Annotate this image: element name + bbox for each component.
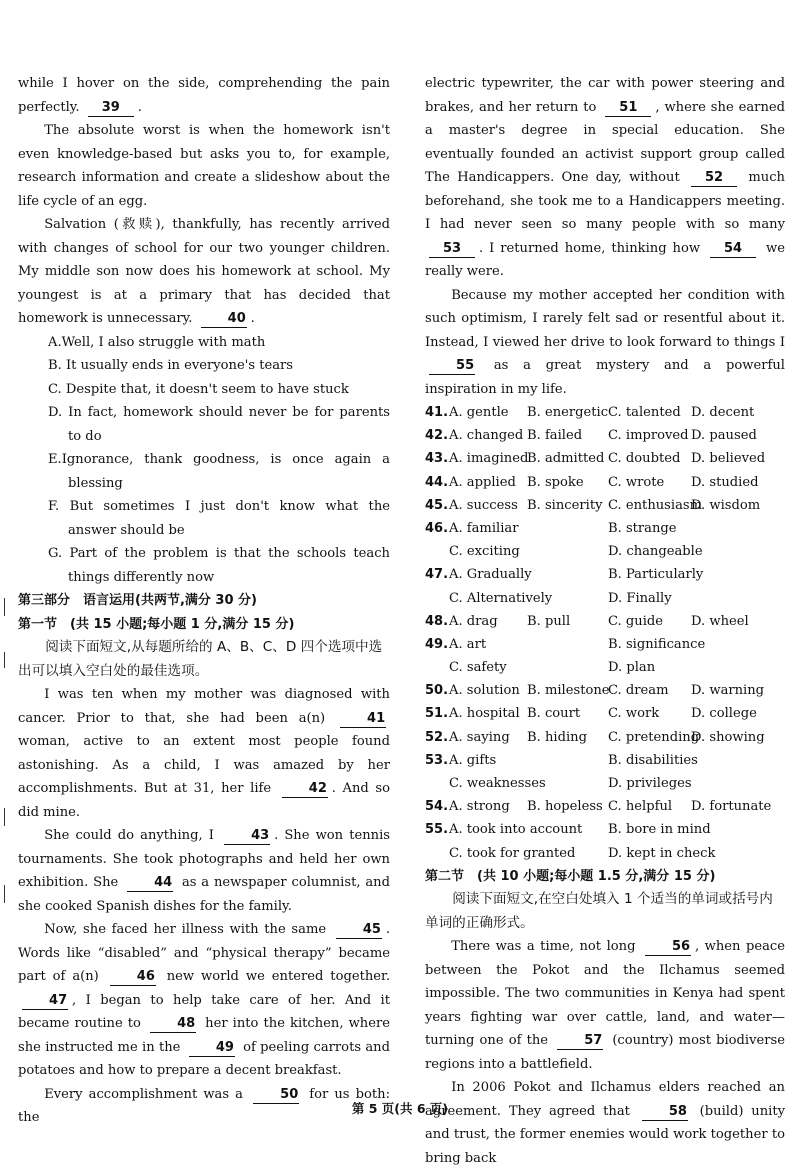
option-b: B. disabilities	[608, 752, 698, 768]
question-number: 52.	[425, 729, 449, 745]
option-c: C. dream	[608, 683, 669, 699]
option-b: B. failed	[527, 428, 583, 444]
question-row	[425, 656, 785, 679]
option-b: B. sincerity	[527, 497, 603, 513]
question-number: 41.	[425, 405, 449, 420]
option-text: It usually ends in everyone's tears	[65, 358, 294, 373]
passage-paragraph	[425, 284, 785, 402]
passage-paragraph	[18, 683, 390, 824]
answer-blank-54: 54	[710, 241, 756, 258]
option-letter: D.	[48, 405, 63, 420]
answer-blank-53: 53	[429, 241, 475, 258]
option-d: D. studied	[691, 474, 759, 490]
answer-blank-48: 48	[150, 1016, 196, 1033]
answer-blank-55: 55	[429, 358, 475, 375]
option-c: C. safety	[449, 660, 507, 676]
seven-choose-five-options	[18, 331, 390, 590]
option-a: A. hospital	[449, 706, 520, 722]
passage-paragraph	[425, 72, 785, 284]
option-item	[48, 448, 390, 495]
option-c: C. improved	[608, 428, 689, 444]
option-c: C. weaknesses	[449, 776, 546, 791]
question-number: 54.	[425, 799, 449, 815]
left-column	[18, 72, 390, 1130]
question-number: 46.	[425, 520, 449, 536]
answer-blank-57: 57	[557, 1033, 603, 1050]
passage-text: her into the kitchen, where she instructed me in the	[18, 1016, 390, 1055]
question-number: 47.	[425, 567, 449, 583]
answer-blank-46: 46	[110, 969, 156, 986]
section-instruction: 阅读下面短文,从每题所给的 A、B、C、D 四个选项中选出可以填入空白处的最佳选项。	[18, 639, 383, 679]
option-item	[48, 495, 390, 542]
passage-text: Salvation (救赎), thankfully, has recently arrived with changes of school for our two younger children. My middle son now does his homework at school. My youngest is at a primary that has decided that homework is unnecessary.	[18, 217, 390, 326]
option-a: A. gifts	[449, 752, 497, 768]
margin-tick	[4, 598, 5, 616]
option-c: C. Alternatively	[449, 590, 553, 606]
question-number: 55.	[425, 822, 449, 838]
option-a: A. imagined	[449, 451, 529, 467]
question-row	[425, 517, 785, 540]
option-a: A. applied	[449, 474, 516, 490]
option-d: D. wisdom	[691, 497, 761, 513]
passage-text: , when peace between the Pokot and the Ilchamus seemed impossible. The two communities in Kenya had spent years fighting war over cattle, land, and water—turning one of the	[425, 939, 785, 1049]
question-row	[425, 401, 785, 424]
question-number: 45.	[425, 497, 449, 513]
passage-text: new world we entered together.	[166, 969, 391, 984]
passage-text: I was ten when my mother was diagnosed with cancer. Prior to that, she had been a(n)	[18, 687, 390, 726]
option-letter: E.	[48, 452, 62, 467]
passage-text: In 2006 Pokot and Ilchamus elders reached an agreement. They agreed that	[425, 1080, 785, 1119]
section-title: 第二节 (共 10 小题;每小题 1.5 分,满分 15 分)	[425, 868, 716, 884]
answer-blank-47: 47	[22, 993, 68, 1010]
question-row	[425, 494, 785, 517]
option-b: B. bore in mind	[608, 822, 711, 838]
passage-paragraph	[18, 213, 390, 331]
answer-blank-45: 45	[336, 922, 382, 939]
option-a: A. took into account	[449, 822, 583, 838]
passage-paragraph	[18, 824, 390, 918]
answer-blank-49: 49	[189, 1040, 235, 1057]
question-number: 42.	[425, 428, 449, 444]
question-row	[425, 633, 785, 656]
answer-blank-40: 40	[201, 311, 247, 328]
passage-text: (build) unity and trust, the former enemies would work together to bring back	[425, 1103, 785, 1166]
question-number: 51.	[425, 706, 449, 722]
passage-paragraph: The absolute worst is when the homework isn't even knowledge-based but asks you to, for example, research information and create a slideshow about the life cycle of an egg.	[18, 123, 390, 209]
question-row	[425, 471, 785, 494]
option-letter: F.	[48, 499, 60, 514]
option-d: D. Finally	[608, 590, 672, 606]
option-c: C. doubted	[608, 451, 681, 467]
passage-text: of peeling carrots and potatoes and how to prepare a decent breakfast.	[18, 1039, 390, 1078]
option-a: A. solution	[449, 683, 520, 699]
passage-text: we really were.	[425, 240, 785, 279]
option-b: B. admitted	[527, 451, 605, 467]
option-b: B. hopeless	[527, 799, 603, 815]
option-d: D. decent	[691, 405, 755, 420]
question-options	[425, 401, 785, 865]
option-c: C. guide	[608, 613, 664, 629]
passage-text: as a great mystery and a powerful inspiration in my life.	[425, 358, 785, 397]
option-b: B. energetic	[527, 405, 609, 420]
option-c: C. wrote	[608, 474, 665, 490]
passage-text: (country) most biodiverse regions into a battlefield.	[425, 1033, 785, 1072]
question-row	[425, 540, 785, 563]
question-number: 43.	[425, 451, 449, 467]
answer-blank-39: 39	[88, 100, 134, 117]
passage-text: , I began to help take care of her. And it became routine to	[18, 992, 390, 1031]
question-row	[425, 587, 785, 610]
question-row	[425, 447, 785, 470]
option-a: A. familiar	[449, 520, 519, 536]
answer-blank-50: 50	[253, 1087, 299, 1104]
option-text: In fact, homework should never be for parents to do	[68, 405, 390, 444]
passage-paragraph	[18, 918, 390, 1083]
answer-blank-42: 42	[282, 781, 328, 798]
option-c: C. enthusiasm	[608, 497, 703, 513]
option-letter: G.	[48, 546, 63, 561]
option-text: Despite that, it doesn't seem to have stuck	[65, 381, 349, 397]
option-d: D. showing	[691, 729, 765, 745]
question-row	[425, 749, 785, 772]
option-text: Well, I also struggle with math	[61, 334, 266, 350]
passage-paragraph	[18, 72, 390, 119]
passage-text: There was a time, not long	[451, 939, 636, 955]
question-row	[425, 563, 785, 586]
question-row	[425, 726, 785, 749]
answer-blank-52: 52	[691, 170, 737, 187]
question-row	[425, 679, 785, 702]
answer-blank-58: 58	[642, 1104, 688, 1121]
option-item	[48, 331, 390, 355]
option-a: A. Gradually	[449, 567, 532, 583]
option-item	[48, 354, 390, 378]
question-row	[425, 818, 785, 841]
option-c: C. took for granted	[449, 845, 576, 861]
answer-blank-43: 43	[224, 828, 270, 845]
question-number: 48.	[425, 613, 449, 629]
option-letter: B.	[48, 358, 62, 373]
passage-text: She could do anything, I	[44, 828, 214, 843]
passage-text: Because my mother accepted her condition with such optimism, I rarely felt sad or resentful about it. Instead, I viewed her drive to look forward to things I	[425, 287, 785, 350]
option-d: D. believed	[691, 451, 766, 467]
answer-blank-41: 41	[340, 711, 386, 728]
option-b: B. spoke	[527, 474, 584, 490]
passage-text: Now, she faced her illness with the same	[44, 922, 327, 937]
option-b: B. Particularly	[608, 567, 704, 583]
option-a: A. success	[449, 497, 518, 513]
option-a: A. gentle	[449, 405, 509, 420]
section-instruction: 阅读下面短文,在空白处填入 1 个适当的单词或括号内单词的正确形式。	[425, 891, 773, 931]
option-text: Ignorance, thank goodness, is once again a blessing	[61, 452, 390, 491]
passage-text: woman, active to an extent most people found astonishing. As a child, I was amazed by her accomplishments. But at 31, her life	[18, 734, 390, 796]
option-b: B. strange	[608, 520, 677, 536]
question-number: 53.	[425, 752, 449, 768]
passage-text: .	[137, 99, 142, 115]
passage-text: for us both: the	[18, 1086, 390, 1125]
option-d: D. changeable	[608, 544, 703, 560]
option-c: C. work	[608, 706, 660, 722]
option-b: B. pull	[527, 613, 571, 629]
option-a: A. art	[449, 636, 487, 652]
passage-text: electric typewriter, the car with power steering and brakes, and her return to	[425, 76, 785, 115]
question-row	[425, 702, 785, 725]
passage-text: as a newspaper columnist, and she cooked Spanish dishes for the family.	[18, 875, 390, 914]
option-item	[48, 401, 390, 448]
passage-text: . Words like “disabled” and “physical therapy” became part of a(n)	[18, 922, 390, 984]
option-a: A. saying	[449, 729, 510, 745]
option-d: D. fortunate	[691, 799, 772, 815]
answer-blank-44: 44	[127, 875, 173, 892]
question-row	[425, 795, 785, 818]
margin-tick	[4, 808, 5, 826]
option-d: D. warning	[691, 683, 765, 699]
option-d: D. privileges	[608, 776, 692, 791]
option-item	[48, 378, 390, 402]
option-item	[48, 542, 390, 589]
right-column	[425, 72, 785, 1170]
passage-text: Every accomplishment was a	[44, 1086, 243, 1102]
passage-text: .	[250, 311, 255, 326]
question-row	[425, 424, 785, 447]
option-b: B. court	[527, 706, 581, 722]
option-a: A. strong	[449, 799, 510, 815]
question-number: 50.	[425, 683, 449, 699]
question-row	[425, 772, 785, 795]
option-b: B. significance	[608, 636, 706, 652]
option-b: B. milestone	[527, 683, 610, 699]
margin-tick	[4, 652, 5, 668]
passage-text: , where she earned a master's degree in special education. She eventually founded an activist support group called The Handicappers. One day, without	[425, 99, 786, 185]
option-a: A. drag	[449, 613, 498, 629]
passage-text: while I hover on the side, comprehending the pain perfectly.	[18, 76, 390, 115]
question-row	[425, 842, 785, 865]
passage-paragraph	[425, 1076, 785, 1170]
option-letter: A.	[48, 334, 62, 350]
option-d: D. plan	[608, 660, 656, 676]
passage-text: . I returned home, thinking how	[479, 240, 701, 256]
option-text: Part of the problem is that the schools teach things differently now	[68, 546, 390, 585]
section-title: 第一节 (共 15 小题;每小题 1 分,满分 15 分)	[18, 616, 295, 632]
passage-paragraph	[425, 935, 785, 1076]
option-c: C. pretending	[608, 729, 700, 745]
option-d: D. paused	[691, 428, 757, 444]
option-text: But sometimes I just don't know what the answer should be	[68, 499, 390, 538]
option-c: C. talented	[608, 405, 681, 420]
margin-tick	[4, 885, 5, 903]
option-c: C. helpful	[608, 799, 673, 815]
answer-blank-56: 56	[645, 939, 691, 956]
answer-blank-51: 51	[605, 100, 651, 117]
page-footer: 第 5 页(共 6 页)	[351, 1101, 449, 1116]
question-number: 44.	[425, 474, 449, 490]
option-b: B. hiding	[527, 729, 587, 745]
passage-text: much beforehand, she took me to a Handicappers meeting. I had never seen so many people with so many	[425, 170, 785, 232]
question-number: 49.	[425, 636, 449, 652]
option-a: A. changed	[449, 428, 524, 444]
passage-text: . And so did mine.	[18, 781, 390, 820]
part-title: 第三部分 语言运用(共两节,满分 30 分)	[18, 593, 257, 608]
option-letter: C.	[48, 381, 62, 397]
option-c: C. exciting	[449, 544, 520, 560]
passage-text: . She won tennis tournaments. She took photographs and held her own exhibition. She	[18, 828, 391, 890]
option-d: D. college	[691, 706, 757, 722]
option-d: D. kept in check	[608, 845, 716, 861]
question-row	[425, 610, 785, 633]
option-d: D. wheel	[691, 613, 749, 629]
